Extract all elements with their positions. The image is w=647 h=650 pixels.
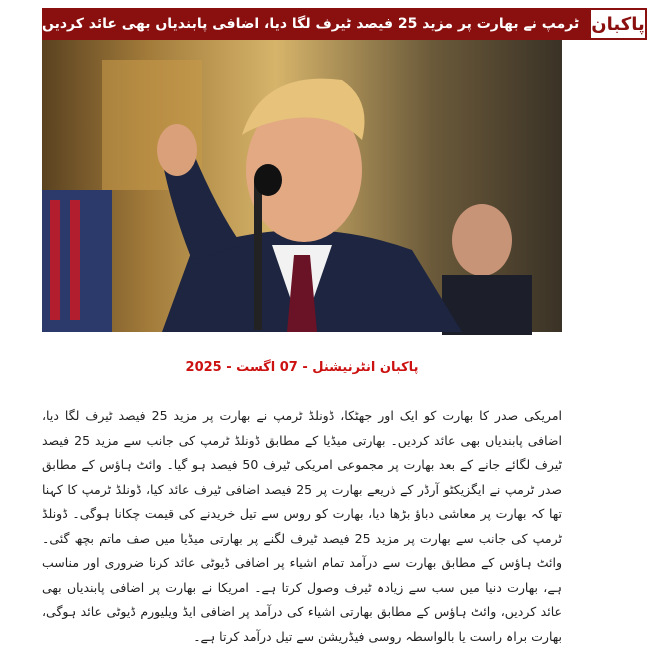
headline[interactable]: ٹرمپ نے بھارت پر مزید 25 فیصد ٹیرف لگا دیا، اضافی پابندیاں بھی عائد کردیں <box>42 8 589 40</box>
site-logo[interactable]: پاکبان <box>589 8 646 40</box>
flag-stripe <box>50 200 60 320</box>
article-dateline: پاکبان انٹرنیشنل - 07 اگست - 2025 <box>185 360 419 375</box>
article-photo <box>42 40 562 332</box>
article-body <box>42 404 562 649</box>
article-paragraph: امریکی صدر کا بھارت کو ایک اور جھٹکا، ڈونلڈ ٹرمپ نے بھارت پر مزید 25 فیصد ٹیرف لگا دیا، اضافی پابندیاں بھی عائد کردیں۔ بھارتی میڈیا کے مطابق ڈونلڈ ٹرمپ کی جانب سے مزید 25 فیصد ٹیرف لگائے جانے کے بعد بھارت پر مجموعی امریکی ٹیرف 50 فیصد ہو گیا۔ وائٹ ہاؤس کے مطابق صدر ٹرمپ نے ایگزیکٹو آرڈر کے ذریعے بھارت پر 25 فیصد اضافی ٹیرف عائد کیا، ڈونلڈ ٹرمپ کا کہنا تھا کہ بھارت پر معاشی دباؤ بڑھا دیا، بھارت کو روس سے تیل خریدنے کی قیمت چکانا ہوگی۔ ڈونلڈ ٹرمپ کی جانب سے بھارت پر مزید 25 فیصد ٹیرف لگنے پر بھارتی میڈیا میں صف ماتم بچھ گئی۔ وائٹ ہاؤس کے مطابق بھارت سے درآمد تمام اشیاء پر اضافی ڈیوٹی عائد کرنا ضروری اور مناسب ہے، بھارت دنیا میں سب سے زیادہ ٹیرف وصول کرتا ہے۔ امریکا نے بھارت پر اضافی پابندیاں بھی عائد کردیں، وائٹ ہاؤس کے مطابق بھارتی اشیاء کی درآمد پر اضافی ایڈ ویلیورم ڈیوٹی عائد ہوگی، بھارت براہ راست یا بالواسطہ روسی فیڈریشن سے تیل درآمد کرتا ہے۔ <box>42 408 563 644</box>
microphone-stand <box>254 180 262 330</box>
photo-illustration <box>42 40 562 332</box>
bg-person-head <box>452 204 512 276</box>
microphone <box>254 164 282 196</box>
subject-hand <box>157 124 197 176</box>
header-bar <box>42 8 645 40</box>
flag-stripe <box>70 200 80 320</box>
